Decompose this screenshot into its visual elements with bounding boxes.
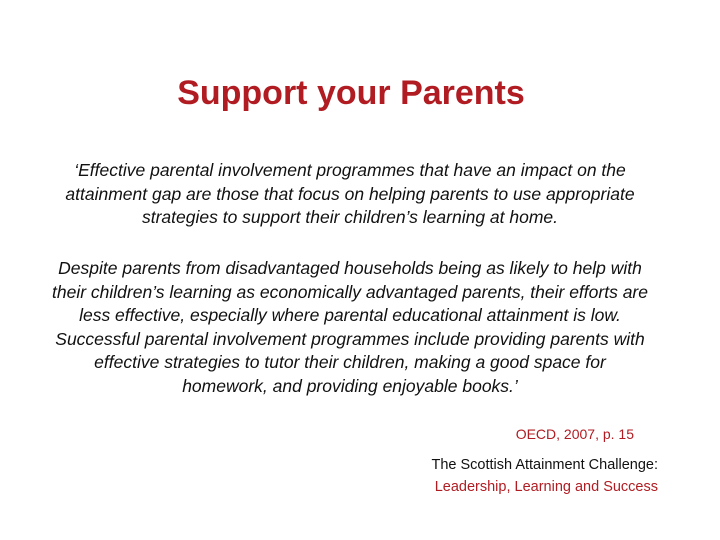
quote-paragraph-1: ‘Effective parental involvement programmes that have an impact on the attainment gap are those that focus on helping parents to use appropriate strategies to support their children’s learning at home. [65,160,635,228]
source-subtitle: Leadership, Learning and Success [434,479,658,495]
source-reference [340,454,658,498]
citation: OECD, 2007, p. 15 [515,426,634,442]
slide-title: Support your Parents [177,74,525,112]
quote-paragraph-2: Despite parents from disadvantaged households being as likely to help with their children’s learning as economically advantaged parents, their efforts are less effective, especially where parental educational attainment is low. Successful parental involvement programmes include providing parents with effective strategies to tutor their children, making a good space for homework, and providing enjoyable books.’ [52,258,648,396]
source-title: The Scottish Attainment Challenge: [431,457,658,473]
